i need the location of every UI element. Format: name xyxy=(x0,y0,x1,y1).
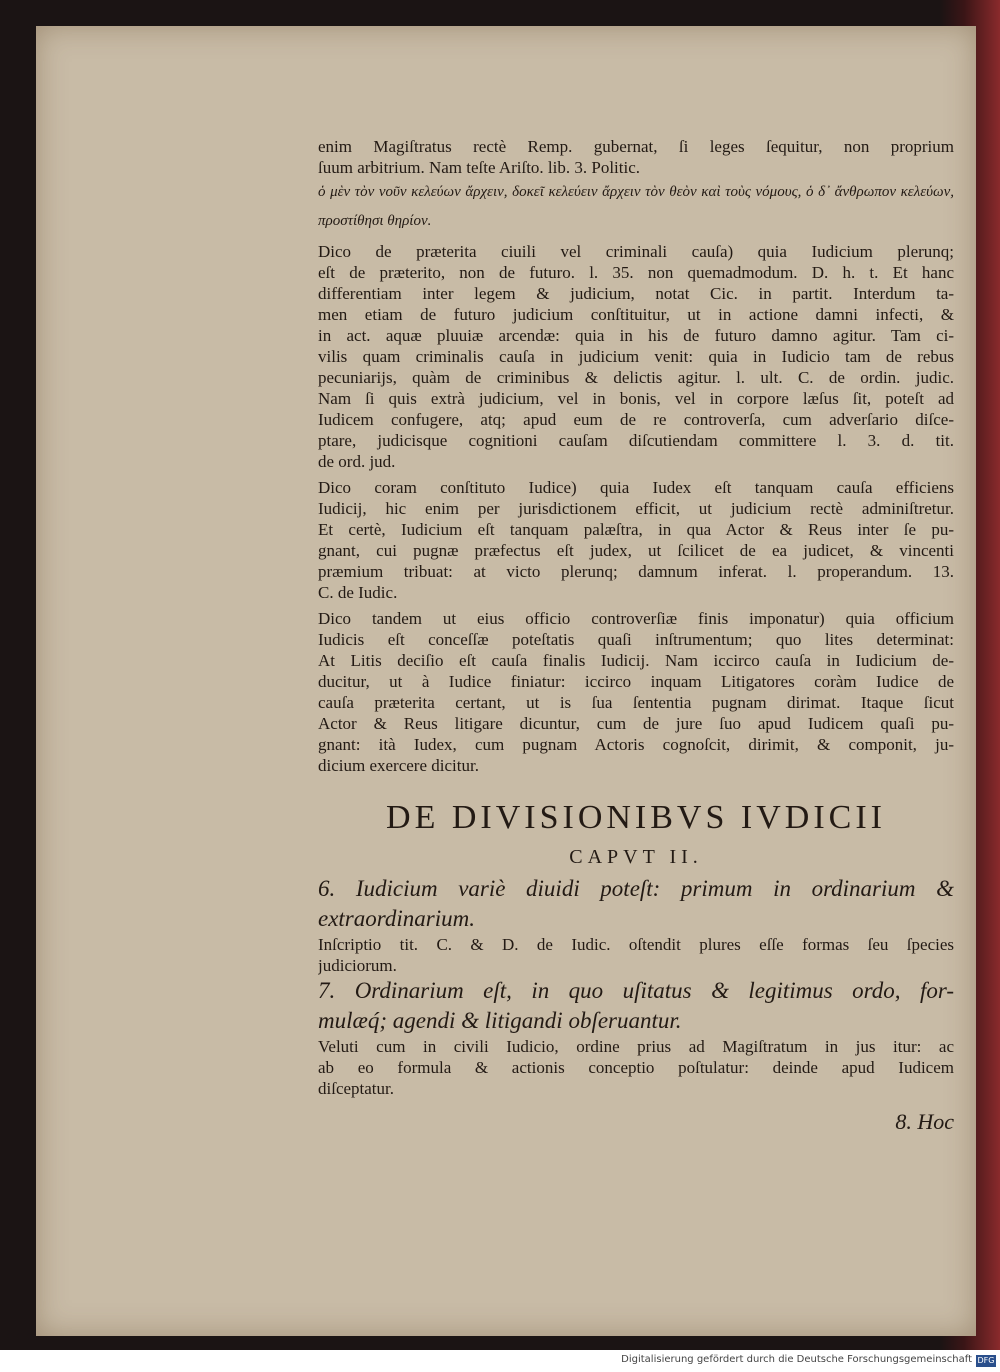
footer-credit: Digitalisierung gefördert durch die Deutsche Forschungsgemeinschaft xyxy=(621,1354,972,1365)
text-line: eſt de præterito, non de futuro. l. 35. non quemadmodum. D. h. t. Et hanc xyxy=(318,263,954,282)
text-line: Dico tandem ut eius officio controverſiæ finis imponatur) quia officium xyxy=(318,609,954,628)
text-line: At Litis deciſio eſt cauſa finalis Iudicij. Nam iccirco cauſa in Iudicium de- xyxy=(318,651,954,670)
page-text xyxy=(318,136,954,1137)
greek-line: ὁ μὲν τὸν νοῦν κελεύων ἄρχειν, δοκεῖ κελεύειν ἄρχειν τὸν θεὸν καὶ τοὺς νόμους, ὁ δ᾽ ἄνθρωπον κελεύων, xyxy=(318,184,954,200)
text-line: differentiam inter legem & judicium, notat Cic. in partit. Interdum ta- xyxy=(318,284,954,303)
paragraph-coram-iudice xyxy=(318,477,954,603)
text-line: judiciorum. xyxy=(318,956,397,975)
catchword: 8. Hoc xyxy=(895,1109,954,1134)
rule-6-cont: extraordinarium. xyxy=(318,906,475,931)
text-line: Iudicij, hic enim per jurisdictionem efficit, ut judicium rectè adminiſtretur. xyxy=(318,499,954,518)
paragraph-praeterita xyxy=(318,241,954,472)
text-line: diſceptatur. xyxy=(318,1079,395,1098)
text-line: de ord. jud. xyxy=(318,452,396,471)
dfg-logo: DFG xyxy=(977,1356,995,1365)
text-line: Iudicis eſt conceſſæ poteſtatis quaſi inſtrumentum; quo lites determinat: xyxy=(318,630,954,649)
text-line: pecuniarijs, quàm de criminibus & delictis agitur. l. ult. C. de ordin. judic. xyxy=(318,368,954,387)
text-line: Dico de præterita ciuili vel criminali cauſa) quia Iudicium plerunq; xyxy=(318,242,954,261)
text-line: gnant: ità Iudex, cum pugnam Actoris cognoſcit, dirimit, & componit, ju- xyxy=(318,735,954,754)
text-line: Iudicem confugere, atq; apud eum de re controverſa, cum adverſario diſce- xyxy=(318,410,954,429)
chapter-number: CAPVT II. xyxy=(569,846,703,868)
footer-bar xyxy=(0,1350,1000,1372)
text-line: ducitur, ut à Iudice finiatur: iccirco inquam Litigatores coràm Iudice de xyxy=(318,672,954,691)
text-line: gnant, cui pugnæ præfectus eſt judex, ut ſcilicet de ea judicet, & vincenti xyxy=(318,541,954,560)
greek-line: προστίθησι θηρίον. xyxy=(318,213,432,229)
text-line: Dico coram conſtituto Iudice) quia Iudex eſt tanquam cauſa efficiens xyxy=(318,478,954,497)
text-line: cauſa præterita certant, ut is ſua ſententia pugnam dirimat. Itaque ſicut xyxy=(318,693,954,712)
text-line: ab eo formula & actionis conceptio poſtulatur: deinde apud Iudicem xyxy=(318,1058,954,1077)
text-line: Veluti cum in civili Iudicio, ordine prius ad Magiſtratum in jus itur: ac xyxy=(318,1037,954,1056)
text-line: præmium tribuat: at victo plerunq; damnum inferat. l. properandum. 13. xyxy=(318,562,954,581)
text-line: ſuum arbitrium. Nam teſte Ariſto. lib. 3. Politic. xyxy=(318,158,641,177)
chapter-heading: DE DIVISIONIBVS IVDICII xyxy=(386,799,886,836)
text-line: Et certè, Iudicium eſt tanquam palæſtra, in qua Actor & Reus inter ſe pu- xyxy=(318,520,954,539)
text-line: enim Magiſtratus rectè Remp. gubernat, ſi leges ſequitur, non proprium xyxy=(318,137,954,156)
text-line: dicium exercere dicitur. xyxy=(318,756,479,775)
text-line: C. de Iudic. xyxy=(318,583,398,602)
paragraph-officio xyxy=(318,608,954,776)
rule-7: 7. Ordinarium eſt, in quo uſitatus & legitimus ordo, for- xyxy=(318,978,954,1003)
text-line: in act. aquæ pluuiæ arcendæ: quia in his de futuro damno agitur. Tam ci- xyxy=(318,326,954,345)
text-line: Nam ſi quis extrà judicium, vel in bonis, vel in corpore læſus ſit, poteſt ad xyxy=(318,389,954,408)
text-line: Inſcriptio tit. C. & D. de Iudic. oſtendit plures eſſe formas ſeu ſpecies xyxy=(318,935,954,954)
text-line: men etiam de futuro judicium conſtituitur, ut in actione damni infecti, & xyxy=(318,305,954,324)
rule-7-cont: mulæq́; agendi & litigandi obſeruantur. xyxy=(318,1008,682,1033)
text-line: vilis quam criminalis cauſa in judicium venit: quia in Iudicio tam de rebus xyxy=(318,347,954,366)
text-line: Actor & Reus litigare dicuntur, cum de jure ſuo apud Iudicem quaſi pu- xyxy=(318,714,954,733)
rule-6: 6. Iudicium variè diuidi poteſt: primum in ordinarium & xyxy=(318,876,954,901)
text-line: ptare, judicisque cognitioni cauſam diſcutiendam committere l. 3. d. tit. xyxy=(318,431,954,450)
